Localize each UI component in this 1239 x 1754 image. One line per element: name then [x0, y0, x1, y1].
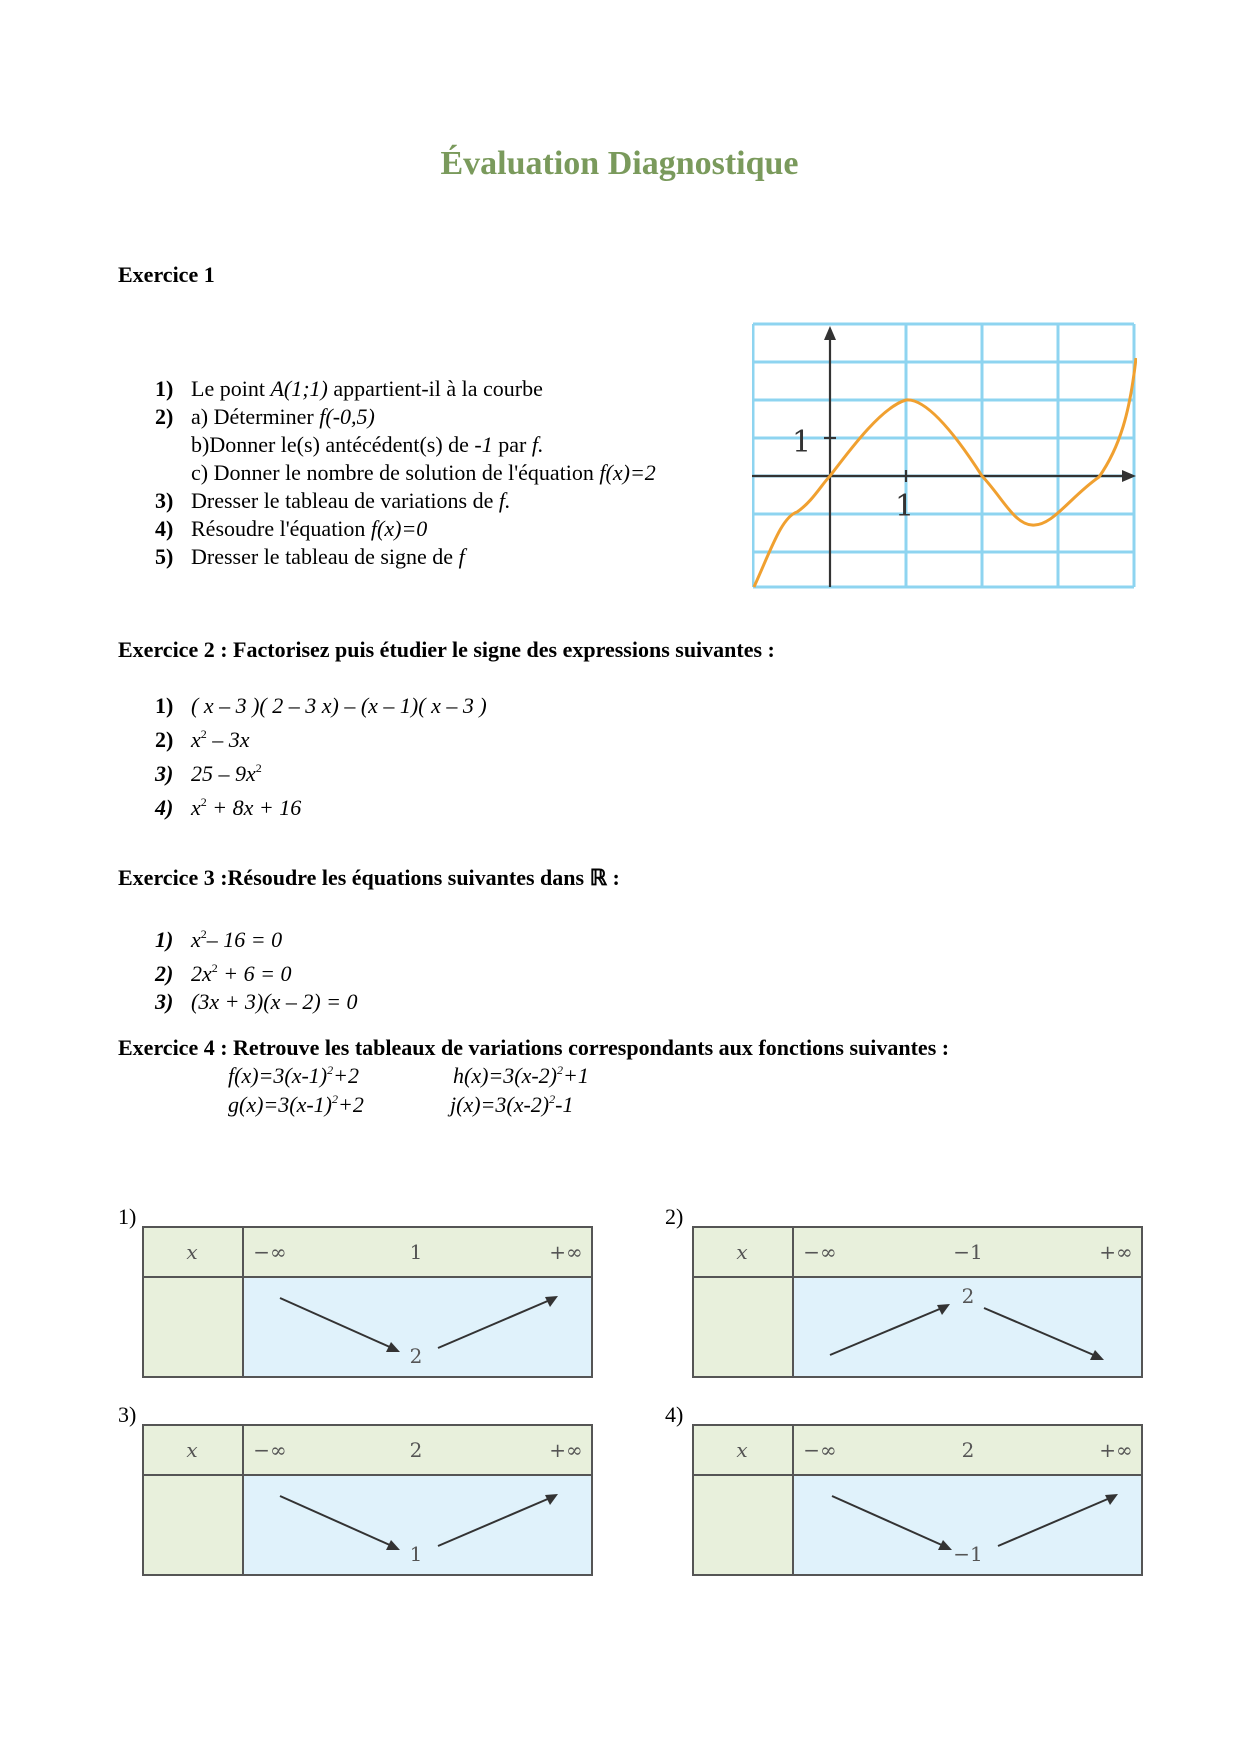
expression-3: 3) $25 - 9x^2$ — [155, 761, 262, 786]
table-1-extremum: 2 — [409, 1344, 423, 1368]
table-2-label: 2) — [665, 1204, 684, 1229]
table-2-right: +∞ — [1099, 1240, 1133, 1264]
question-5: 5) Dresser le tableau de signe de f — [155, 544, 465, 569]
function-h: $h(x)=3(x-2)^2+1$ — [453, 1063, 589, 1088]
table-2-extremum: 2 — [961, 1284, 975, 1308]
table-3-label: 3) — [118, 1402, 137, 1427]
exercise-1-questions — [155, 375, 656, 571]
function-j: $j(x)=3(x-2)^2-1$ — [450, 1092, 574, 1117]
exercise-1-heading: Exercice 1 — [118, 262, 215, 287]
table-3-x: x — [186, 1438, 198, 1462]
exercise-3-heading: Exercice 3 :Résoudre les équations suivantes dans ℝ : — [118, 865, 620, 890]
expression-2: 2) $x^2 - 3x$ — [155, 727, 250, 752]
y-axis-arrow — [824, 326, 836, 340]
equation-2: 2) $2x^2 + 6 = 0$ — [155, 961, 292, 986]
table-1-left: −∞ — [253, 1240, 287, 1264]
table-3-left: −∞ — [253, 1438, 287, 1462]
x-tick-label: 1 — [895, 489, 915, 524]
question-1: 1) Le point A(1;1) appartient-il à la courbe — [155, 376, 543, 401]
variation-table-1 — [142, 1226, 593, 1378]
table-3-right: +∞ — [549, 1438, 583, 1462]
variation-table-2 — [692, 1226, 1143, 1378]
table-4-mid: 2 — [961, 1438, 975, 1462]
table-3-extremum: 1 — [409, 1542, 423, 1566]
table-1-mid: 1 — [409, 1240, 423, 1264]
exercise-4-heading: Exercice 4 : Retrouve les tableaux de variations correspondants aux fonctions suivantes : — [118, 1035, 950, 1060]
table-2-mid: −1 — [953, 1240, 983, 1264]
table-4-x: x — [736, 1438, 748, 1462]
graph-svg — [752, 322, 1137, 590]
table-2-left: −∞ — [803, 1240, 837, 1264]
equation-3: 3) (3x + 3)(x – 2) = 0 — [155, 989, 358, 1014]
variation-table-3 — [142, 1424, 593, 1576]
y-tick-label: 1 — [792, 425, 812, 460]
table-4-right: +∞ — [1099, 1438, 1133, 1462]
question-2b: b)Donner le(s) antécédent(s) de -1 par f. — [191, 432, 544, 457]
expression-4: 4) $x^2 + 8x + 16$ — [155, 795, 302, 820]
table-4-label: 4) — [665, 1402, 684, 1427]
table-4-extremum: −1 — [953, 1542, 983, 1566]
expression-1: 1) ( x – 3 )( 2 – 3 x) – (x – 1)( x – 3 ) — [155, 693, 487, 718]
function-graph — [752, 322, 1137, 590]
exercise-3-equations — [155, 920, 358, 1016]
function-g: $g(x)=3(x-1)^2+2$ — [228, 1092, 364, 1117]
table-1-label: 1) — [118, 1204, 137, 1229]
table-2-x: x — [736, 1240, 748, 1264]
question-2c: c) Donner le nombre de solution de l'équation f(x)=2 — [191, 460, 656, 485]
exercise-2-expressions — [155, 692, 487, 822]
table-3-mid: 2 — [409, 1438, 423, 1462]
question-4: 4) Résoudre l'équation f(x)=0 — [155, 516, 428, 541]
variation-table-4 — [692, 1424, 1143, 1576]
equation-1: 1) $x^2-$ 16 = 0 — [155, 927, 283, 952]
exercise-2-heading: Exercice 2 : Factorisez puis étudier le signe des expressions suivantes : — [118, 637, 775, 662]
table-4-left: −∞ — [803, 1438, 837, 1462]
function-f: $f(x)=3(x-1)^2+2$ — [228, 1063, 359, 1088]
table-1-right: +∞ — [549, 1240, 583, 1264]
question-3: 3) Dresser le tableau de variations de f. — [155, 488, 511, 513]
table-1-x: x — [186, 1240, 198, 1264]
question-2a: 2) a) Déterminer f(-0,5) — [155, 404, 375, 429]
page-title: Évaluation Diagnostique — [440, 145, 799, 182]
